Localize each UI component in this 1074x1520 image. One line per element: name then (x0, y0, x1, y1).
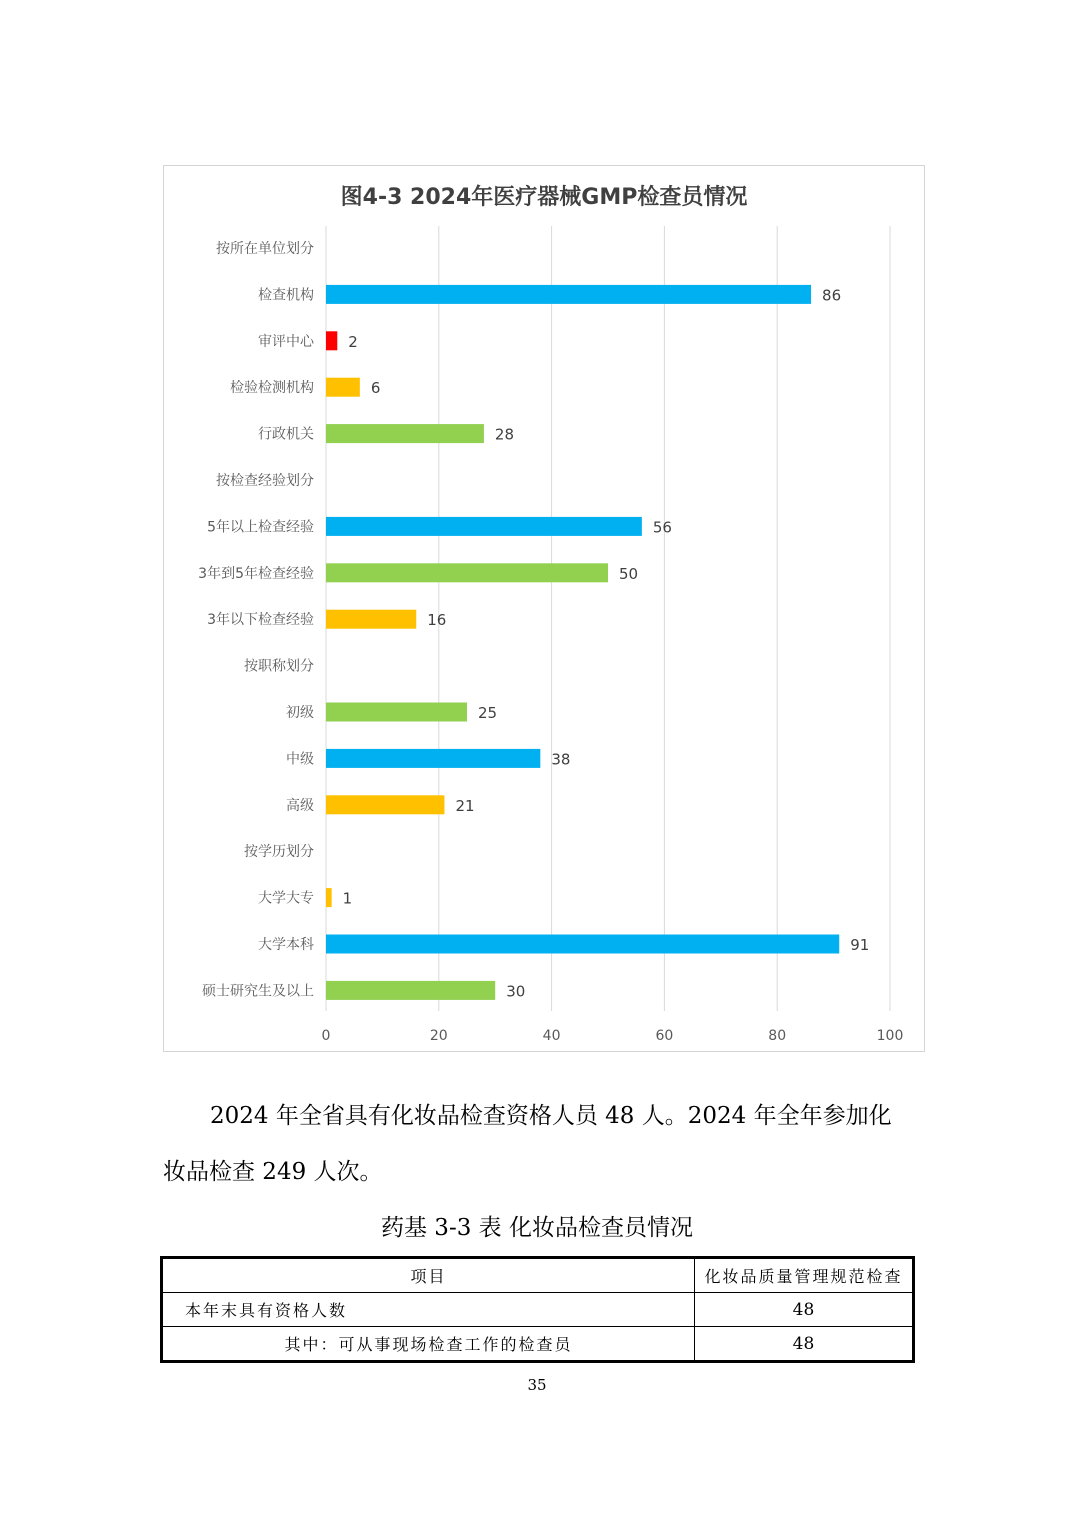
category-label: 中级 (286, 751, 314, 768)
x-tick-label: 60 (655, 1028, 674, 1044)
table-header-cell: 化妆品质量管理规范检查 (695, 1258, 914, 1293)
data-label: 30 (506, 982, 526, 1001)
bar (326, 331, 337, 350)
paragraph-line-1 (163, 1088, 918, 1144)
table-row (162, 1293, 914, 1327)
bar (326, 981, 495, 1000)
category-label: 检查机构 (258, 287, 314, 304)
bar (326, 749, 540, 768)
category-label: 按学历划分 (244, 844, 314, 861)
table-caption: 药基 3-3 表 化妆品检查员情况 (381, 1215, 693, 1241)
table-cell-value: 48 (695, 1327, 914, 1362)
data-label: 28 (494, 425, 515, 444)
bar (326, 517, 642, 536)
bar (326, 563, 608, 582)
category-label: 3年到5年检查经验 (198, 565, 314, 582)
table-cell-value: 48 (695, 1293, 914, 1327)
x-tick-label: 40 (542, 1028, 561, 1044)
page-number: 35 (527, 1376, 547, 1394)
data-label: 56 (652, 518, 672, 537)
x-tick-label: 100 (876, 1028, 904, 1044)
data-label: 25 (478, 704, 498, 722)
bar (326, 610, 416, 629)
table-header-cell: 项目 (162, 1258, 695, 1293)
chart-title: 图4-3 2024年医疗器械GMP检查员情况 (340, 185, 748, 210)
category-label: 审评中心 (258, 333, 314, 350)
bar (326, 378, 360, 397)
chart-container (163, 165, 925, 1052)
data-label: 21 (455, 796, 475, 815)
category-label: 大学大专 (258, 890, 314, 907)
category-label: 初级 (286, 705, 314, 721)
category-label: 大学本科 (258, 937, 314, 953)
data-label: 91 (850, 936, 870, 954)
category-label: 按检查经验划分 (216, 473, 314, 489)
cosmetics-inspector-table (160, 1256, 915, 1363)
table-header-row (162, 1258, 914, 1293)
bar (326, 888, 332, 907)
data-label: 16 (427, 611, 447, 630)
paragraph-text-1: 2024 年全省具有化妆品检查资格人员 48 人。2024 年全年参加化 (210, 1103, 892, 1129)
category-label: 行政机关 (258, 426, 314, 443)
data-label: 86 (822, 286, 842, 305)
data-label: 6 (370, 379, 381, 398)
bar-chart (164, 166, 926, 1053)
table-cell-label: 其中：可从事现场检查工作的检查员 (162, 1327, 695, 1362)
table-cell-label: 本年末具有资格人数 (162, 1293, 695, 1327)
bar (326, 935, 839, 954)
data-label: 2 (348, 332, 358, 351)
category-label: 5年以上检查经验 (207, 519, 314, 536)
category-label: 高级 (286, 797, 314, 814)
category-label: 按职称划分 (244, 658, 314, 675)
data-label: 38 (551, 750, 571, 769)
category-label: 3年以下检查经验 (207, 612, 314, 629)
bar (326, 703, 467, 722)
bar (326, 285, 811, 304)
paragraph-line-2: 妆品检查 249 人次。 (163, 1159, 383, 1185)
category-label: 按所在单位划分 (216, 241, 314, 257)
x-tick-label: 0 (321, 1028, 331, 1044)
bar (326, 424, 484, 443)
data-label: 50 (619, 564, 639, 583)
bar (326, 795, 444, 814)
category-label: 检验检测机构 (230, 380, 314, 397)
x-tick-label: 20 (429, 1028, 448, 1044)
table-row (162, 1327, 914, 1362)
x-tick-label: 80 (768, 1028, 787, 1044)
data-label: 1 (342, 889, 353, 908)
category-label: 硕士研究生及以上 (202, 983, 314, 1000)
